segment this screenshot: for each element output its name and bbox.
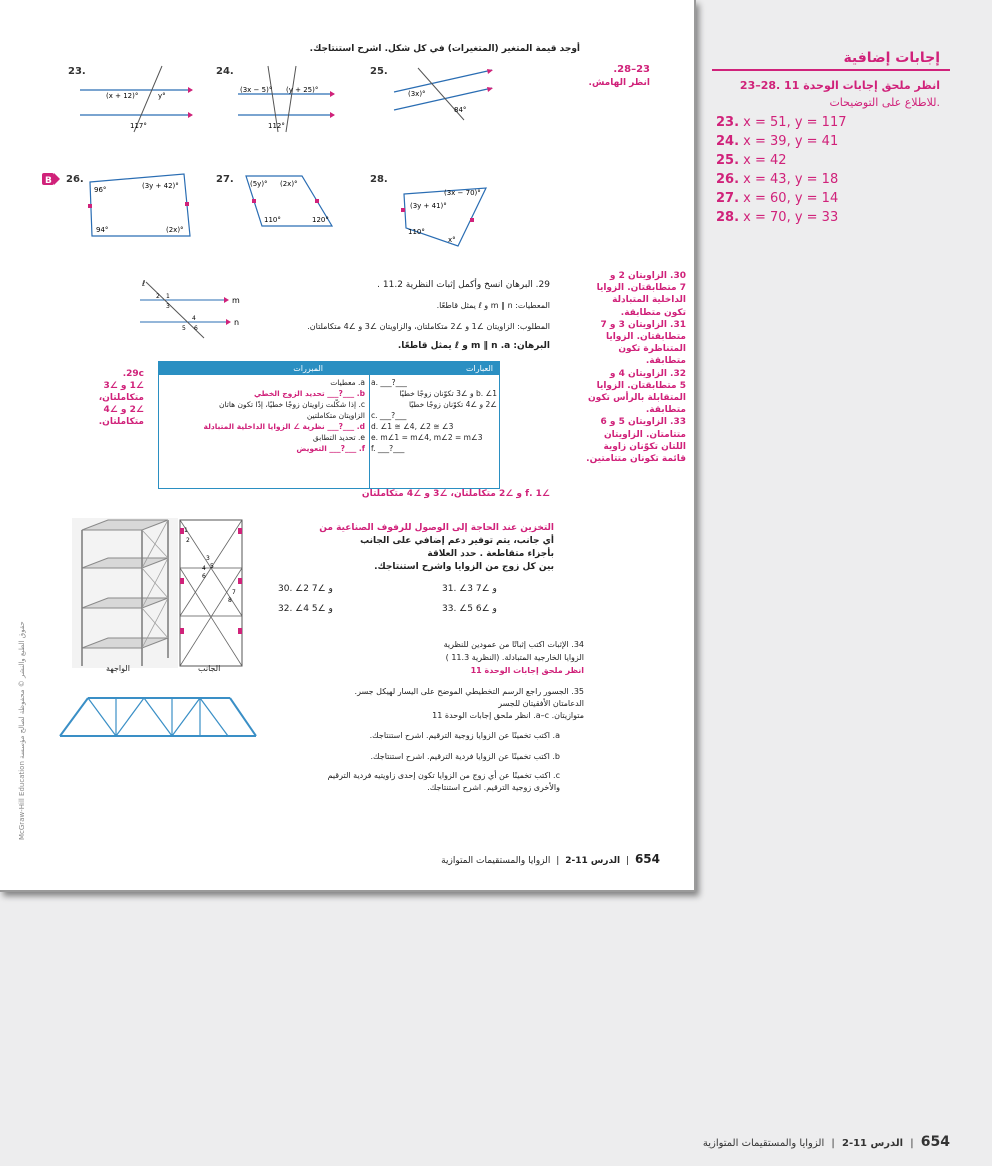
answer-26: 26. x = 43, y = 18 <box>716 172 839 187</box>
q32: 32. ∠4 و ∠5 <box>278 604 333 614</box>
figure-number-26: 26. <box>66 174 84 185</box>
svg-text:110°: 110° <box>264 216 281 224</box>
svg-text:(y + 25)°: (y + 25)° <box>286 86 319 94</box>
svg-text:6: 6 <box>194 325 198 332</box>
reasons-header: المبررات <box>293 364 323 373</box>
q31: 31. ∠3 و ∠7 <box>442 584 497 594</box>
inner-footer: 654 | الدرس 11-2 | الزوايا والمستقيمات المتوازية <box>441 852 660 866</box>
b-level-badge <box>42 171 62 187</box>
svg-text:8: 8 <box>228 597 232 604</box>
svg-text:94°: 94° <box>96 226 109 234</box>
svg-text:(2x)°: (2x)° <box>166 226 184 234</box>
q34: 34. الإثبات اكتب إثباتًا من عمودين للنظرية الزوايا الخارجية المتبادلة. (النظرية 11.3 ) انظر ملحق إجابات الوحدة 11 <box>443 640 584 675</box>
svg-text:2: 2 <box>156 293 160 300</box>
svg-text:ℓ: ℓ <box>142 279 146 288</box>
proof-answer: ∠1 .f و ∠2 متكاملتان، ∠3 و ∠4 متكاملتان <box>361 489 550 499</box>
svg-text:(3x)°: (3x)° <box>408 90 426 98</box>
proof-line: البرهان: m ∥ n .a و ℓ يمثل قاطعًا. <box>397 341 550 351</box>
svg-text:(3x − 5)°: (3x − 5)° <box>240 86 273 94</box>
q35b: b. اكتب تخمينًا عن الزوايا فردية الترقيم. اشرح استنتاجك. <box>370 752 560 761</box>
svg-text:1: 1 <box>166 293 170 300</box>
rack-side-label: الجانب <box>198 664 221 673</box>
answers-30-33: 30. الزاويتان 2 و 7 متطابقتان. الزوايا الداخلية المتبادلة تكون متطابقة. 31. الزاويتان 3 و 7 متطابقتان. الزوايا المتناظرة تكون متطابقة. 32. الزاويتان 4 و 5 متطابقتان. الزوايا المتقابلة بالرأس تكون متطابقة. 33. الزاويتان 5 و 6 متتامتان. الزاويتان اللتان تكوّنان زاوية قائمة تكونان متتامتين. <box>586 271 686 465</box>
svg-text:m: m <box>232 296 240 305</box>
figure-24 <box>236 62 336 134</box>
figure-number-28: 28. <box>370 174 388 185</box>
svg-text:110°: 110° <box>408 228 425 236</box>
q35: 35. الجسور راجع الرسم التخطيطي الموضح على اليسار لهيكل جسر. الدعامتان الأفقيتان للجسر متوازيتان. a–c. انظر ملحق إجابات الوحدة 11 <box>354 687 584 720</box>
margin-note: انظر الهامش. <box>588 78 650 88</box>
svg-text:2: 2 <box>186 537 190 544</box>
svg-text:3: 3 <box>166 303 170 310</box>
statements-column: a. ___?___ b. ∠1 و ∠3 تكوّنان زوجًا خطيًا ∠2 و ∠4 تكوّنان زوجًا خطيًا c. ___?___ d. ∠1 ≅ ∠4, ∠2 ≅ ∠3 e. m∠1 = m∠4, m∠2 = m∠3 f. ___?___ <box>371 378 497 453</box>
page-footer: 654 | الدرس 11-2 | الزوايا والمستقيمات المتوازية <box>702 1134 950 1150</box>
figure-number-23: 23. <box>68 66 86 77</box>
margin-range: 23–28. <box>613 64 650 75</box>
q35c: c. اكتب تخمينًا عن أي زوج من الزوايا تكون إحدى زاويتيه فردية الترقيم والأخرى زوجية الترقيم. اشرح استنتاجك. <box>327 771 560 792</box>
svg-text:B: B <box>45 176 52 186</box>
svg-text:(2x)°: (2x)° <box>280 180 298 188</box>
additional-answers-panel <box>710 50 950 228</box>
svg-text:4: 4 <box>192 315 196 322</box>
storage-text: التخزين عند الحاجة إلى الوصول للرفوف الصناعية من أي جانب، يتم توفير دعم إضافي على الجانب بأجزاء متقاطعة . حدد العلاقة بين كل زوج من الزوايا واشرح استنتاجك. <box>319 523 554 572</box>
sidebar-note-2: للاطلاع على التوضيحات. <box>829 96 940 109</box>
bridge-diagram <box>58 692 258 742</box>
copyright: McGraw-Hill Education حقوق الطبع والنشر © محفوظة لصالح مؤسسة <box>18 621 26 840</box>
svg-text:84°: 84° <box>454 106 467 114</box>
answer-24: 24. x = 39, y = 41 <box>716 134 839 149</box>
sidebar-note: 23–28. انظر ملحق إجابات الوحدة 11 <box>739 79 940 92</box>
figure-23 <box>76 62 196 134</box>
figure-28 <box>396 182 492 252</box>
answer-28: 28. x = 70, y = 33 <box>716 210 839 225</box>
proof-given: المعطيات: m ∥ n و ℓ يمثل قاطعًا. <box>436 301 550 310</box>
figure-27 <box>240 170 340 232</box>
q30: 30. ∠2 و ∠7 <box>278 584 333 594</box>
svg-text:112°: 112° <box>268 122 285 130</box>
proof-prove: المطلوب: الزاويتان ∠1 و ∠2 متكاملتان، والزاويتان ∠3 و ∠4 متكاملتان. <box>307 322 550 331</box>
reasons-column: a. معطيات b. ___?___ تحديد الزوج الخطي c. إذا شكّلت زاويتان زوجًا خطيًا، إذًا تكون هاتان الزاويتان متكاملتين d. ___?___ نظرية ∠ الزوايا الداخلية المتبادلة e. تحديد التطابق f. ___?___ التعويض <box>203 378 365 453</box>
figure-number-27: 27. <box>216 174 234 185</box>
instruction-text: أوجد قيمة المتغير (المتغيرات) في كل شكل. اشرح استنتاجك. <box>309 44 580 54</box>
svg-text:(3x − 70)°: (3x − 70)° <box>444 189 481 197</box>
svg-text:3: 3 <box>206 555 210 562</box>
svg-text:120°: 120° <box>312 216 329 224</box>
svg-text:y°: y° <box>158 92 166 100</box>
answer-27: 27. x = 60, y = 14 <box>716 191 839 206</box>
svg-text:5: 5 <box>182 325 186 332</box>
svg-text:117°: 117° <box>130 122 147 130</box>
svg-text:6: 6 <box>202 573 206 580</box>
figure-number-24: 24. <box>216 66 234 77</box>
proof-table <box>158 361 500 489</box>
figure-number-25: 25. <box>370 66 388 77</box>
figure-25 <box>388 62 498 124</box>
rack-side-diagram <box>176 518 246 668</box>
sidebar-title: إجابات إضافية <box>843 50 940 66</box>
svg-text:(3y + 42)°: (3y + 42)° <box>142 182 179 190</box>
figure-26 <box>84 170 194 242</box>
margin-29c: 29c. ∠1 و ∠3 متكاملتان، ∠2 و ∠4 متكاملتان. <box>98 369 144 427</box>
svg-text:(3y + 41)°: (3y + 41)° <box>410 202 447 210</box>
statements-header: العبارات <box>466 364 493 373</box>
svg-text:4: 4 <box>202 565 206 572</box>
q33: 33. ∠5 و ∠6 <box>442 604 497 614</box>
answer-23: 23. x = 51, y = 117 <box>716 115 847 130</box>
rack-front-label: الواجهة <box>106 664 130 673</box>
svg-text:n: n <box>234 318 240 327</box>
svg-text:7: 7 <box>232 589 236 596</box>
svg-text:1: 1 <box>184 527 188 534</box>
svg-text:x°: x° <box>448 236 456 244</box>
answer-25: 25. x = 42 <box>716 153 787 168</box>
svg-text:5: 5 <box>210 563 214 570</box>
proof-question: 29. البرهان انسخ وأكمل إثبات النظرية 11.2 . <box>377 280 550 290</box>
q35a: a. اكتب تخمينًا عن الزوايا زوجية الترقيم. اشرح استنتاجك. <box>369 731 560 740</box>
rack-front-picture <box>72 518 178 668</box>
svg-text:96°: 96° <box>94 186 107 194</box>
svg-text:(x + 12)°: (x + 12)° <box>106 92 139 100</box>
svg-text:(5y)°: (5y)° <box>250 180 268 188</box>
